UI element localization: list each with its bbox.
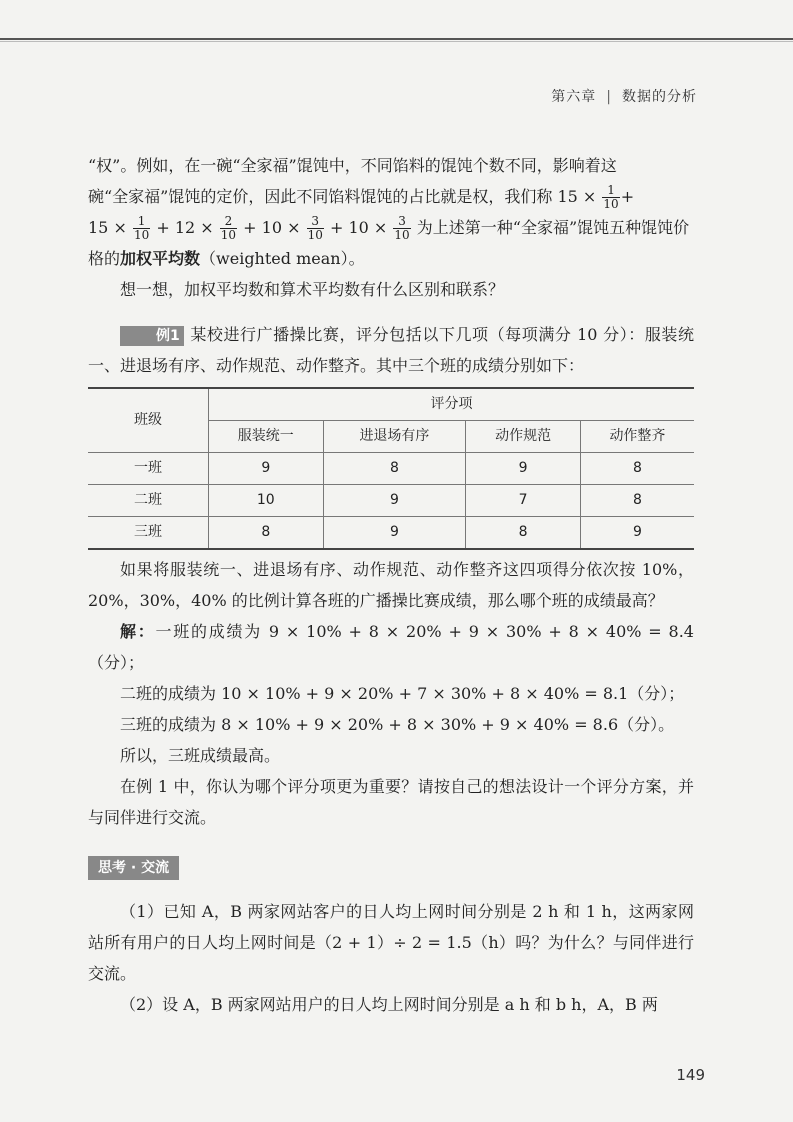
fraction-3-den: 10 bbox=[220, 228, 237, 242]
followup-paragraph: 在例 1 中，你认为哪个评分项更为重要？请按自己的想法设计一个评分方案，并与同伴进行交流。 bbox=[88, 777, 694, 827]
table-cell: 8 bbox=[580, 485, 694, 517]
intro-paragraph bbox=[88, 150, 694, 274]
expr-part-e: 为上述第一种“全家福”馄饨五种馄饨价 bbox=[416, 218, 690, 237]
think-section-tag: 思考 · 交流 bbox=[88, 856, 179, 880]
row-header: 二班 bbox=[88, 485, 209, 517]
question-paragraph: 如果将服装统一、进退场有序、动作规范、动作整齐这四项得分依次按 10%，20%，30%，40% 的比例计算各班的广播操比赛成绩，那么哪个班的成绩最高？ bbox=[88, 560, 694, 610]
row-header: 三班 bbox=[88, 517, 209, 550]
top-rule bbox=[0, 38, 793, 40]
fraction-1-den: 10 bbox=[603, 197, 619, 211]
solution-text-1: 一班的成绩为 9 × 10% + 8 × 20% + 9 × 30% + 8 × 40% = 8.4（分）； bbox=[88, 622, 694, 672]
example-1 bbox=[88, 319, 694, 381]
table-cell: 9 bbox=[209, 453, 324, 485]
fraction-4 bbox=[307, 215, 324, 242]
solution-label: 解： bbox=[120, 622, 156, 641]
term-weighted-mean: 加权平均数 bbox=[120, 249, 201, 268]
page-body bbox=[88, 150, 694, 1020]
table-header-row bbox=[88, 388, 694, 421]
row-header: 一班 bbox=[88, 453, 209, 485]
col-header: 动作规范 bbox=[466, 421, 581, 453]
table-cell: 8 bbox=[209, 517, 324, 550]
intro-line-4b: （weighted mean）。 bbox=[200, 249, 365, 268]
table-row bbox=[88, 517, 694, 550]
table-cell: 10 bbox=[209, 485, 324, 517]
example-text: 某校进行广播操比赛，评分包括以下几项（每项满分 10 分）：服装统一、进退场有序、动作规范、动作整齐。其中三个班的成绩分别如下： bbox=[88, 325, 694, 375]
col-header: 动作整齐 bbox=[580, 421, 694, 453]
table-corner: 班级 bbox=[88, 388, 209, 453]
fraction-2-den: 10 bbox=[133, 228, 150, 242]
table-group-header: 评分项 bbox=[209, 388, 695, 421]
table-cell: 8 bbox=[323, 453, 466, 485]
fraction-4-num: 3 bbox=[307, 215, 324, 229]
think-section-header bbox=[88, 851, 694, 882]
top-rule-secondary bbox=[0, 41, 793, 42]
fraction-5 bbox=[393, 215, 410, 242]
think-question: 想一想，加权平均数和算术平均数有什么区别和联系？ bbox=[120, 280, 505, 299]
solution-conclusion: 所以，三班成绩最高。 bbox=[120, 746, 281, 765]
chapter-label: 第六章 bbox=[551, 89, 597, 105]
fraction-2-num: 1 bbox=[133, 215, 150, 229]
think-question-2: （2）设 A，B 两家网站用户的日人均上网时间分别是 a h 和 b h，A，B 两 bbox=[120, 995, 658, 1014]
running-header bbox=[551, 86, 697, 106]
table-cell: 7 bbox=[466, 485, 581, 517]
expr-part-d: + 10 × bbox=[329, 218, 388, 237]
solution-line-1 bbox=[88, 616, 694, 678]
chapter-title: 数据的分析 bbox=[622, 89, 697, 105]
table-row bbox=[88, 453, 694, 485]
fraction-1-num: 1 bbox=[602, 184, 619, 198]
page-number: 149 bbox=[676, 1066, 705, 1084]
table-cell: 9 bbox=[323, 485, 466, 517]
solution-line-2: 二班的成绩为 10 × 10% + 9 × 20% + 7 × 30% + 8 × 40% = 8.1（分）； bbox=[120, 684, 685, 703]
fraction-3 bbox=[220, 215, 237, 242]
table-cell: 8 bbox=[580, 453, 694, 485]
example-tag: 例1 bbox=[120, 326, 184, 346]
col-header: 进退场有序 bbox=[323, 421, 466, 453]
intro-line-4a: 格的 bbox=[88, 249, 121, 268]
intro-line-1: “权”。例如，在一碗“全家福”馄饨中，不同馅料的馄饨个数不同，影响着这 bbox=[88, 156, 617, 175]
table-row bbox=[88, 485, 694, 517]
table-cell: 9 bbox=[466, 453, 581, 485]
solution-line-3: 三班的成绩为 8 × 10% + 9 × 20% + 8 × 30% + 9 × 40% = 8.6（分）。 bbox=[120, 715, 675, 734]
fraction-4-den: 10 bbox=[307, 228, 323, 242]
fraction-3-num: 2 bbox=[220, 215, 237, 229]
fraction-2 bbox=[133, 215, 150, 242]
think-question-1: （1）已知 A，B 两家网站客户的日人均上网时间分别是 2 h 和 1 h，这两家网站所有用户的日人均上网时间是（2 + 1）÷ 2 = 1.5（h）吗？为什么？与同伴进行交流。 bbox=[88, 902, 694, 983]
expr-part-a: 15 × bbox=[88, 218, 127, 237]
table-cell: 9 bbox=[323, 517, 466, 550]
header-separator: | bbox=[606, 89, 612, 105]
table-cell: 9 bbox=[580, 517, 694, 550]
fraction-5-den: 10 bbox=[394, 228, 410, 242]
expr-part-c: + 10 × bbox=[243, 218, 301, 237]
score-table bbox=[88, 387, 694, 550]
plus-sign: + bbox=[620, 187, 635, 206]
fraction-1 bbox=[602, 184, 619, 211]
fraction-5-num: 3 bbox=[393, 215, 410, 229]
col-header: 服装统一 bbox=[209, 421, 324, 453]
intro-line-2: 碗“全家福”馄饨的定价，因此不同馅料馄饨的占比就是权，我们称 15 × bbox=[88, 187, 597, 206]
table-cell: 8 bbox=[466, 517, 581, 550]
expr-part-b: + 12 × bbox=[156, 218, 214, 237]
